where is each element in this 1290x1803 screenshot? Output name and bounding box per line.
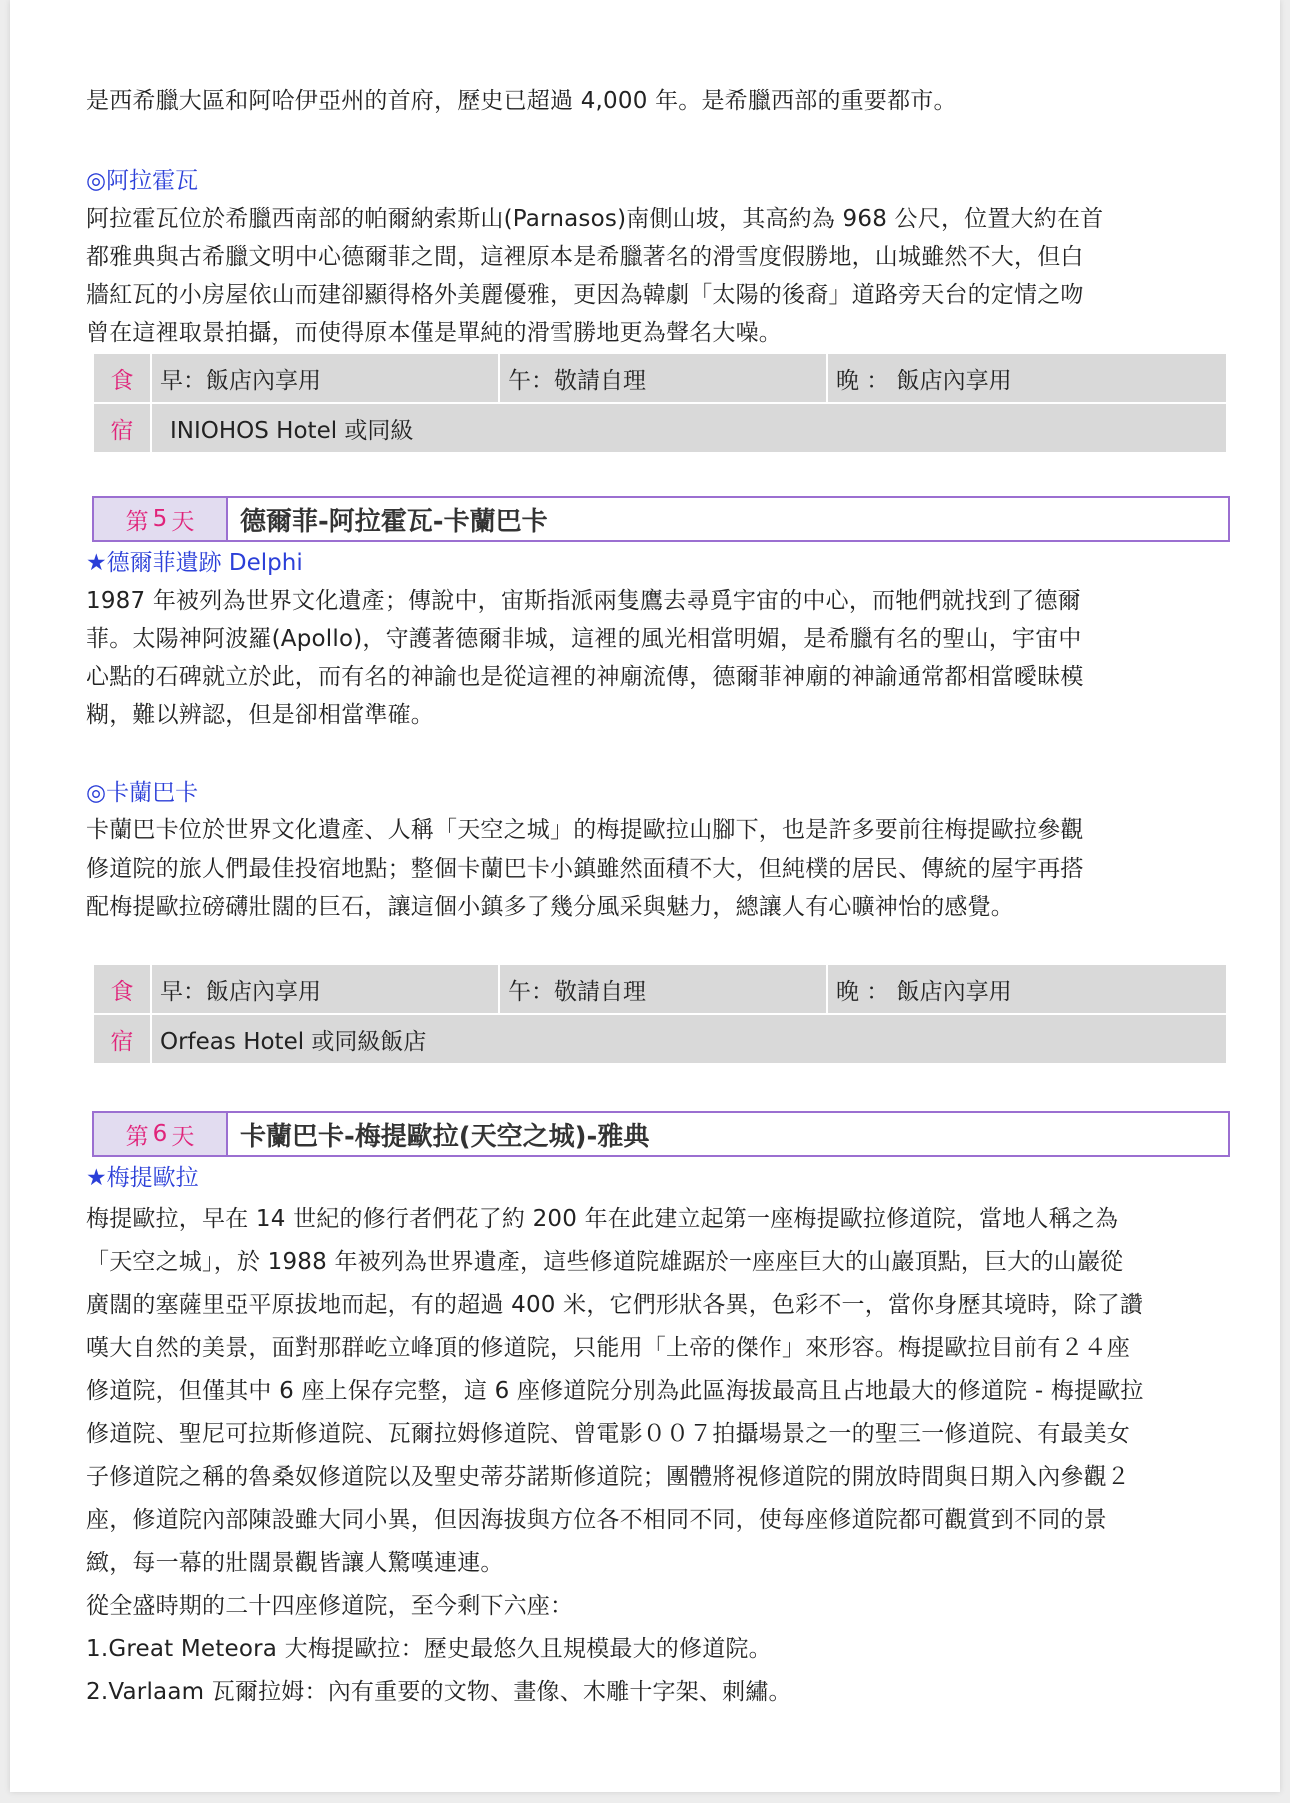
meal-table-day4 xyxy=(92,352,1228,454)
day-number: 6 xyxy=(152,1121,168,1147)
paragraph-line: 牆紅瓦的小房屋依山而建卻顯得格外美麗優雅，更因為韓劇「太陽的後裔」道路旁天台的定情之吻 xyxy=(86,282,1084,308)
section-heading-arachova: ◎阿拉霍瓦 xyxy=(86,168,199,194)
stay-label: 宿 xyxy=(94,404,150,452)
paragraph-line: 1987 年被列為世界文化遺產；傳說中，宙斯指派兩隻鷹去尋覓宇宙的中心，而牠們就找到了德爾 xyxy=(86,588,1081,614)
day-suffix: 天 xyxy=(171,508,195,535)
day-number-badge xyxy=(94,1113,228,1155)
paragraph-line: 緻，每一幕的壯闊景觀皆讓人驚嘆連連。 xyxy=(86,1550,504,1576)
stay-label: 宿 xyxy=(94,1015,150,1063)
paragraph-line: 配梅提歐拉磅礴壯闊的巨石，讓這個小鎮多了幾分風采與魅力，總讓人有心曠神怡的感覺。 xyxy=(86,894,1014,920)
list-item: 2.Varlaam 瓦爾拉姆：內有重要的文物、畫像、木雕十字架、刺繡。 xyxy=(86,1679,792,1705)
paragraph-line: 嘆大自然的美景，面對那群屹立峰頂的修道院，只能用「上帝的傑作」來形容。梅提歐拉目前有２４座 xyxy=(86,1335,1130,1361)
lunch-cell: 午：敬請自理 xyxy=(500,965,826,1013)
day-number: 5 xyxy=(152,506,168,532)
day-prefix: 第 xyxy=(125,1123,149,1150)
dinner-cell: 晚 ： 飯店內享用 xyxy=(828,354,1226,402)
paragraph-line: 菲。太陽神阿波羅(Apollo)，守護著德爾非城，這裡的風光相當明媚，是希臘有名的聖山，宇宙中 xyxy=(86,626,1082,652)
paragraph-line: 心點的石碑就立於此，而有名的神諭也是從這裡的神廟流傳，德爾菲神廟的神諭通常都相當曖昧模 xyxy=(86,664,1084,690)
section-heading-delphi: ★德爾菲遺跡 Delphi xyxy=(86,550,303,576)
hotel-cell: INIOHOS Hotel 或同級 xyxy=(152,404,1226,452)
paragraph-line: 修道院、聖尼可拉斯修道院、瓦爾拉姆修道院、曾電影００７拍攝場景之一的聖三一修道院、有最美女 xyxy=(86,1421,1130,1447)
section-heading-meteora: ★梅提歐拉 xyxy=(86,1165,199,1191)
paragraph-line: 曾在這裡取景拍攝，而使得原本僅是單純的滑雪勝地更為聲名大噪。 xyxy=(86,320,782,346)
day-number-badge xyxy=(94,498,228,540)
day-title: 卡蘭巴卡-梅提歐拉(天空之城)-雅典 xyxy=(240,1121,650,1152)
breakfast-cell: 早：飯店內享用 xyxy=(152,354,498,402)
paragraph-line: 座，修道院內部陳設雖大同小異，但因海拔與方位各不相同不同，使每座修道院都可觀賞到不同的景 xyxy=(86,1507,1107,1533)
day-title: 德爾菲-阿拉霍瓦-卡蘭巴卡 xyxy=(240,506,548,537)
day-6-header xyxy=(92,1111,1230,1157)
document-page xyxy=(10,0,1280,1792)
paragraph-line: 糊，難以辨認，但是卻相當準確。 xyxy=(86,702,434,728)
paragraph-line: 阿拉霍瓦位於希臘西南部的帕爾納索斯山(Parnasos)南側山坡，其高約為 968 公尺，位置大約在首 xyxy=(86,206,1104,232)
list-item: 1.Great Meteora 大梅提歐拉：歷史最悠久且規模最大的修道院。 xyxy=(86,1636,772,1662)
paragraph-line: 廣闊的塞薩里亞平原拔地而起，有的超過 400 米，它們形狀各異，色彩不一，當你身歷其境時，除了讚 xyxy=(86,1292,1144,1318)
hotel-cell: Orfeas Hotel 或同級飯店 xyxy=(152,1015,1226,1063)
paragraph-line: 修道院的旅人們最佳投宿地點；整個卡蘭巴卡小鎮雖然面積不大，但純樸的居民、傳統的屋宇再搭 xyxy=(86,856,1084,882)
day-5-header xyxy=(92,496,1230,542)
food-label: 食 xyxy=(94,965,150,1013)
paragraph-line: 卡蘭巴卡位於世界文化遺產、人稱「天空之城」的梅提歐拉山腳下，也是許多要前往梅提歐拉參觀 xyxy=(86,817,1084,843)
meal-table-day5 xyxy=(92,963,1228,1065)
day-suffix: 天 xyxy=(171,1123,195,1150)
breakfast-cell: 早：飯店內享用 xyxy=(152,965,498,1013)
paragraph-line: 梅提歐拉，早在 14 世紀的修行者們花了約 200 年在此建立起第一座梅提歐拉修道院，當地人稱之為 xyxy=(86,1206,1119,1232)
lunch-cell: 午：敬請自理 xyxy=(500,354,826,402)
dinner-cell: 晚 ： 飯店內享用 xyxy=(828,965,1226,1013)
food-label: 食 xyxy=(94,354,150,402)
day-prefix: 第 xyxy=(125,508,149,535)
paragraph-line: 修道院，但僅其中 6 座上保存完整，這 6 座修道院分別為此區海拔最高且占地最大的修道院 - 梅提歐拉 xyxy=(86,1378,1144,1404)
paragraph-line: 子修道院之稱的魯桑奴修道院以及聖史蒂芬諾斯修道院；團體將視修道院的開放時間與日期入內參觀２ xyxy=(86,1464,1130,1490)
paragraph-line: 都雅典與古希臘文明中心德爾菲之間，這裡原本是希臘著名的滑雪度假勝地，山城雖然不大，但白 xyxy=(86,244,1084,270)
section-heading-kalambaka: ◎卡蘭巴卡 xyxy=(86,780,199,806)
intro-line: 是西希臘大區和阿哈伊亞州的首府，歷史已超過 4,000 年。是希臘西部的重要都市。 xyxy=(86,88,957,114)
paragraph-line: 從全盛時期的二十四座修道院，至今剩下六座： xyxy=(86,1593,574,1619)
paragraph-line: 「天空之城」，於 1988 年被列為世界遺產，這些修道院雄踞於一座座巨大的山巖頂點，巨大的山巖從 xyxy=(86,1249,1124,1275)
